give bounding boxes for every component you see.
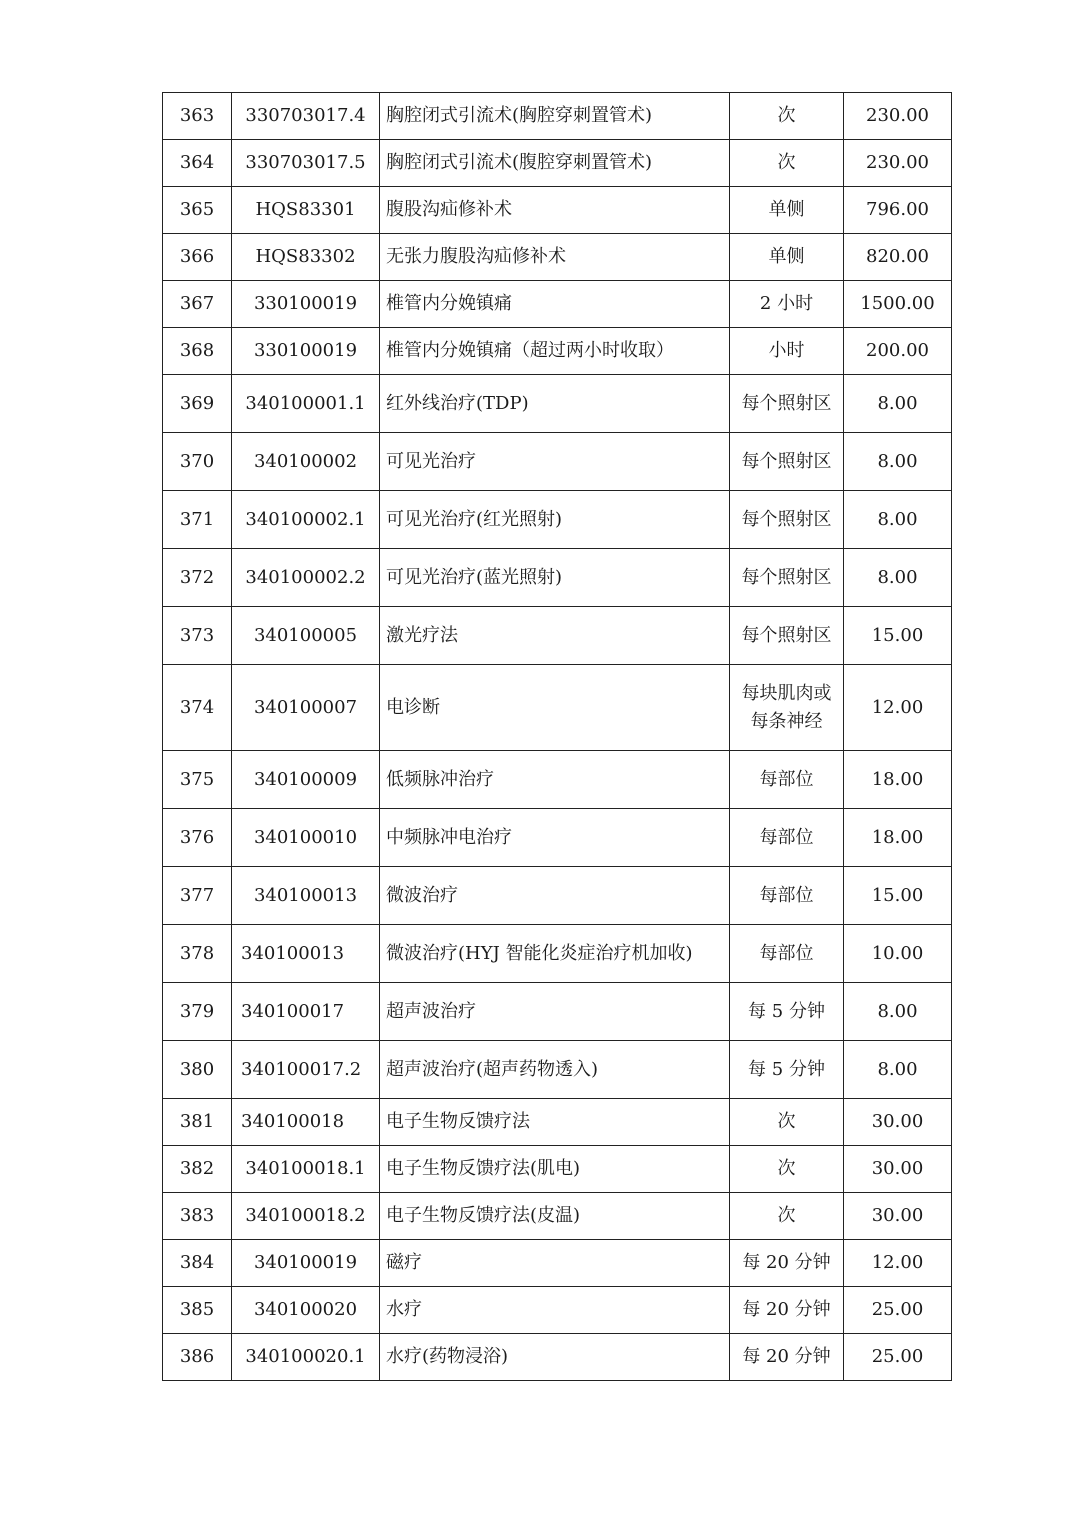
price: 15.00: [844, 607, 952, 665]
item-name: 磁疗: [380, 1240, 730, 1287]
table-row: [163, 1099, 952, 1146]
row-number: 373: [163, 607, 232, 665]
item-name: 椎管内分娩镇痛（超过两小时收取）: [380, 328, 730, 375]
unit: 次: [730, 140, 844, 187]
row-number: 372: [163, 549, 232, 607]
unit: 单侧: [730, 234, 844, 281]
unit: 每部位: [730, 867, 844, 925]
price: 8.00: [844, 1041, 952, 1099]
price: 8.00: [844, 549, 952, 607]
row-number: 375: [163, 751, 232, 809]
row-number: 385: [163, 1287, 232, 1334]
item-name: 水疗: [380, 1287, 730, 1334]
table-row: [163, 234, 952, 281]
item-name: 电子生物反馈疗法: [380, 1099, 730, 1146]
row-number: 365: [163, 187, 232, 234]
unit: 每 5 分钟: [730, 983, 844, 1041]
row-number: 380: [163, 1041, 232, 1099]
item-name: 可见光治疗: [380, 433, 730, 491]
item-name: 可见光治疗(蓝光照射): [380, 549, 730, 607]
row-number: 371: [163, 491, 232, 549]
item-code: 340100013: [232, 867, 380, 925]
unit: 每个照射区: [730, 491, 844, 549]
unit: 次: [730, 1099, 844, 1146]
table-row: [163, 328, 952, 375]
item-code: 340100007: [232, 665, 380, 751]
item-name: 微波治疗(HYJ 智能化炎症治疗机加收): [380, 925, 730, 983]
unit: 每个照射区: [730, 549, 844, 607]
item-name: 超声波治疗: [380, 983, 730, 1041]
row-number: 386: [163, 1334, 232, 1381]
price: 230.00: [844, 140, 952, 187]
table-row: [163, 1334, 952, 1381]
table-row: [163, 751, 952, 809]
price: 8.00: [844, 375, 952, 433]
item-code: 340100020.1: [232, 1334, 380, 1381]
table-row: [163, 1146, 952, 1193]
table-row: [163, 607, 952, 665]
table-row: [163, 187, 952, 234]
unit: 每 20 分钟: [730, 1287, 844, 1334]
price: 8.00: [844, 983, 952, 1041]
item-name: 电子生物反馈疗法(肌电): [380, 1146, 730, 1193]
price: 8.00: [844, 491, 952, 549]
unit: 每个照射区: [730, 433, 844, 491]
price: 18.00: [844, 751, 952, 809]
table-row: [163, 140, 952, 187]
table-row: [163, 983, 952, 1041]
item-name: 胸腔闭式引流术(腹腔穿刺置管术): [380, 140, 730, 187]
unit: 次: [730, 1193, 844, 1240]
row-number: 383: [163, 1193, 232, 1240]
unit: 每 5 分钟: [730, 1041, 844, 1099]
item-name: 中频脉冲电治疗: [380, 809, 730, 867]
unit: 次: [730, 93, 844, 140]
table-row: [163, 665, 952, 751]
unit: 单侧: [730, 187, 844, 234]
row-number: 367: [163, 281, 232, 328]
table-row: [163, 809, 952, 867]
item-name: 红外线治疗(TDP): [380, 375, 730, 433]
unit: 小时: [730, 328, 844, 375]
item-code: HQS83301: [232, 187, 380, 234]
row-number: 378: [163, 925, 232, 983]
item-code: 340100018.2: [232, 1193, 380, 1240]
item-code: 340100002: [232, 433, 380, 491]
row-number: 381: [163, 1099, 232, 1146]
item-code: 330703017.4: [232, 93, 380, 140]
row-number: 368: [163, 328, 232, 375]
item-code: 330703017.5: [232, 140, 380, 187]
item-name: 电子生物反馈疗法(皮温): [380, 1193, 730, 1240]
item-code: 340100009: [232, 751, 380, 809]
item-code: 340100002.1: [232, 491, 380, 549]
row-number: 384: [163, 1240, 232, 1287]
row-number: 374: [163, 665, 232, 751]
unit: 每 20 分钟: [730, 1334, 844, 1381]
unit: 每部位: [730, 809, 844, 867]
table-row: [163, 433, 952, 491]
table-row: [163, 1240, 952, 1287]
item-code: 340100018.1: [232, 1146, 380, 1193]
unit: 每部位: [730, 751, 844, 809]
price: 12.00: [844, 665, 952, 751]
unit: 每部位: [730, 925, 844, 983]
unit: 每个照射区: [730, 607, 844, 665]
price: 820.00: [844, 234, 952, 281]
fee-table: [162, 92, 952, 1381]
item-code: HQS83302: [232, 234, 380, 281]
item-code: 340100010: [232, 809, 380, 867]
item-code: 340100017: [232, 983, 380, 1041]
price: 230.00: [844, 93, 952, 140]
item-code: 340100013: [232, 925, 380, 983]
table-row: [163, 549, 952, 607]
table-row: [163, 281, 952, 328]
row-number: 379: [163, 983, 232, 1041]
item-code: 340100020: [232, 1287, 380, 1334]
price: 30.00: [844, 1099, 952, 1146]
table-row: [163, 1287, 952, 1334]
price: 200.00: [844, 328, 952, 375]
item-code: 330100019: [232, 328, 380, 375]
item-name: 可见光治疗(红光照射): [380, 491, 730, 549]
item-name: 胸腔闭式引流术(胸腔穿刺置管术): [380, 93, 730, 140]
table-row: [163, 1041, 952, 1099]
row-number: 369: [163, 375, 232, 433]
item-code: 340100017.2: [232, 1041, 380, 1099]
item-code: 340100018: [232, 1099, 380, 1146]
row-number: 382: [163, 1146, 232, 1193]
table-row: [163, 491, 952, 549]
unit: 每块肌肉或每条神经: [730, 665, 844, 751]
row-number: 377: [163, 867, 232, 925]
item-name: 椎管内分娩镇痛: [380, 281, 730, 328]
row-number: 366: [163, 234, 232, 281]
unit: 2 小时: [730, 281, 844, 328]
item-name: 低频脉冲治疗: [380, 751, 730, 809]
item-name: 微波治疗: [380, 867, 730, 925]
price: 796.00: [844, 187, 952, 234]
price: 30.00: [844, 1193, 952, 1240]
item-name: 无张力腹股沟疝修补术: [380, 234, 730, 281]
item-name: 激光疗法: [380, 607, 730, 665]
price: 8.00: [844, 433, 952, 491]
row-number: 370: [163, 433, 232, 491]
row-number: 376: [163, 809, 232, 867]
price: 25.00: [844, 1334, 952, 1381]
item-code: 340100019: [232, 1240, 380, 1287]
price: 18.00: [844, 809, 952, 867]
item-code: 340100005: [232, 607, 380, 665]
row-number: 363: [163, 93, 232, 140]
price: 12.00: [844, 1240, 952, 1287]
price: 25.00: [844, 1287, 952, 1334]
unit: 次: [730, 1146, 844, 1193]
price: 10.00: [844, 925, 952, 983]
table-row: [163, 925, 952, 983]
price: 1500.00: [844, 281, 952, 328]
item-name: 超声波治疗(超声药物透入): [380, 1041, 730, 1099]
price: 15.00: [844, 867, 952, 925]
table-row: [163, 1193, 952, 1240]
item-code: 340100001.1: [232, 375, 380, 433]
price: 30.00: [844, 1146, 952, 1193]
table-row: [163, 867, 952, 925]
table-row: [163, 93, 952, 140]
item-name: 水疗(药物浸浴): [380, 1334, 730, 1381]
item-name: 腹股沟疝修补术: [380, 187, 730, 234]
row-number: 364: [163, 140, 232, 187]
unit: 每个照射区: [730, 375, 844, 433]
unit: 每 20 分钟: [730, 1240, 844, 1287]
item-code: 340100002.2: [232, 549, 380, 607]
item-name: 电诊断: [380, 665, 730, 751]
item-code: 330100019: [232, 281, 380, 328]
table-row: [163, 375, 952, 433]
